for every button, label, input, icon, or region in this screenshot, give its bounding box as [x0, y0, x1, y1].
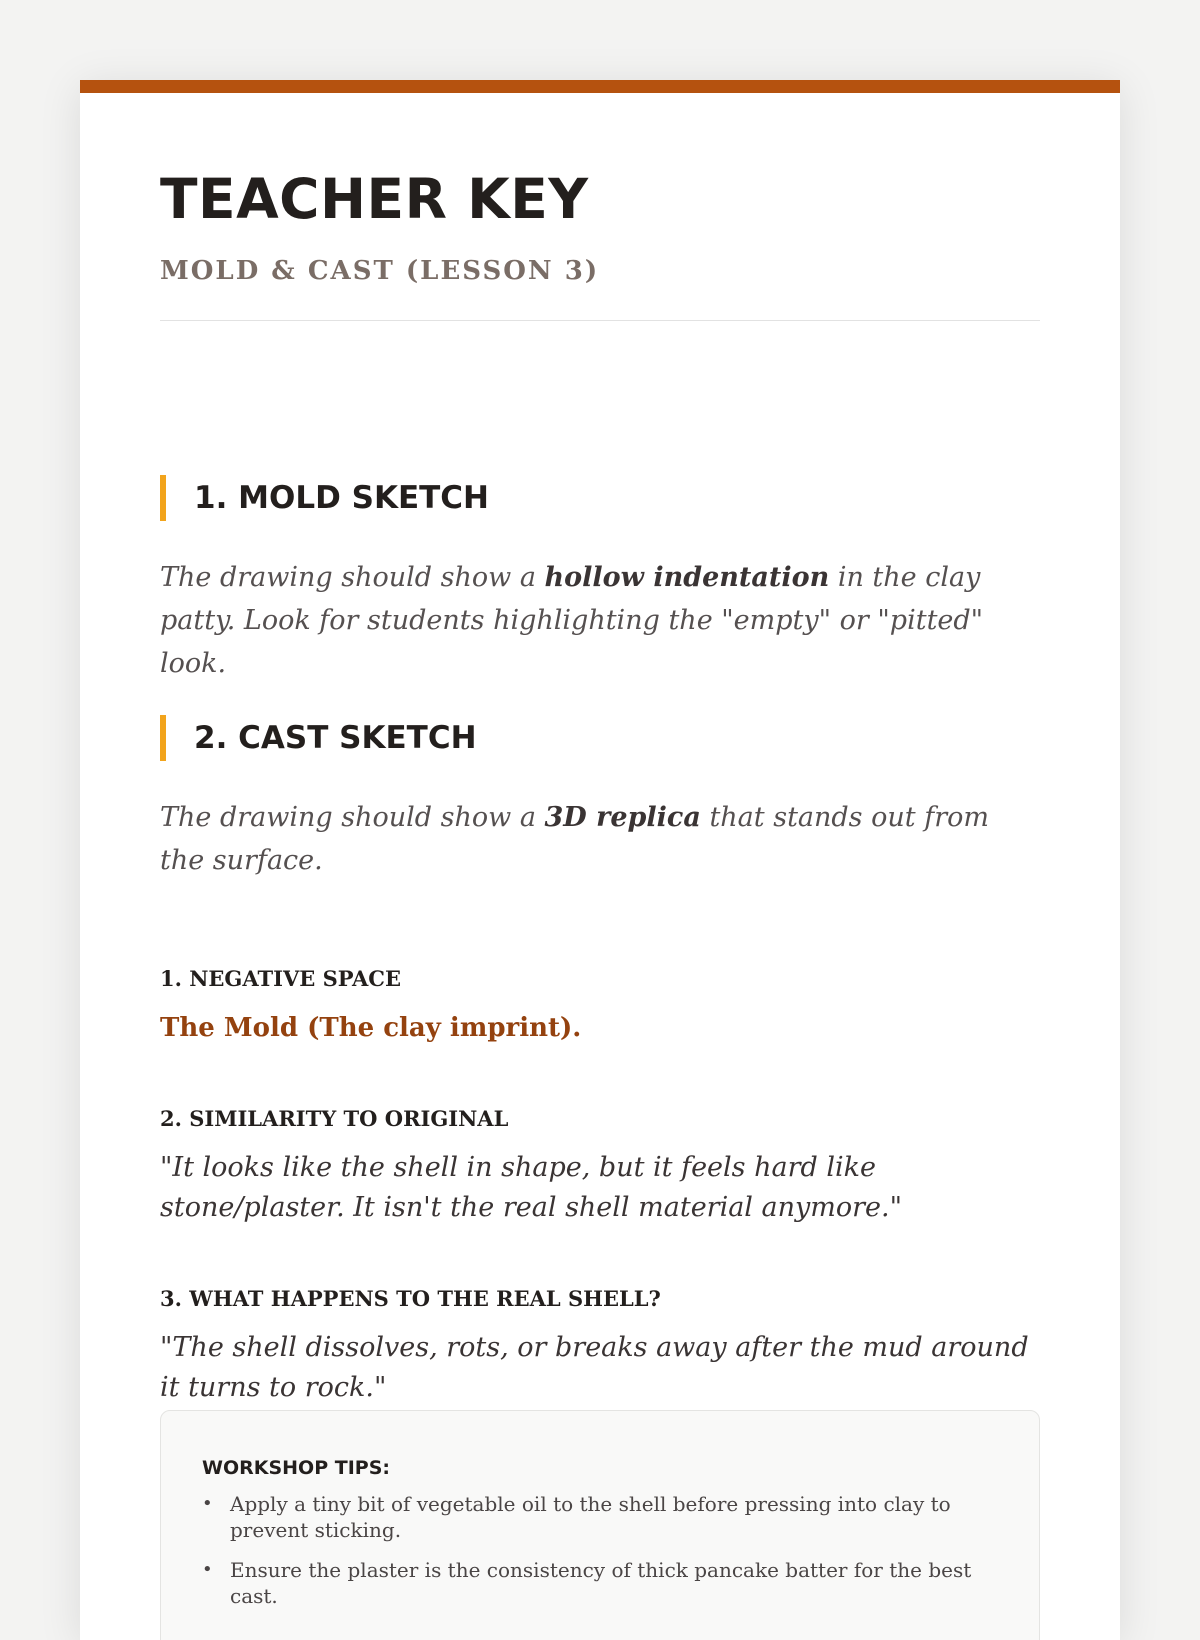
- header-divider: [160, 320, 1040, 321]
- section-text-emphasis: hollow indentation: [544, 562, 830, 593]
- workshop-tips-box: [160, 1410, 1040, 1640]
- answer-negative-space: The Mold (The clay imprint).: [160, 1013, 582, 1043]
- tip-text: Ensure the plaster is the consistency of thick pancake batter for the best cast.: [230, 1558, 972, 1608]
- section-heading-cast-sketch: 2. CAST SKETCH: [160, 715, 477, 761]
- section-text-mold-sketch: [160, 556, 1040, 685]
- section-text-part: in the clay patty. Look for students highlighting the "empty" or "pitted" look.: [160, 562, 984, 679]
- list-item: [202, 1491, 982, 1543]
- section-text-emphasis: 3D replica: [544, 802, 701, 833]
- tip-text: Apply a tiny bit of vegetable oil to the shell before pressing into clay to prevent sticking.: [230, 1492, 951, 1542]
- question-label-real-shell: 3. WHAT HAPPENS TO THE REAL SHELL?: [160, 1286, 661, 1311]
- page-title: TEACHER KEY: [160, 167, 589, 231]
- section-text-part: The drawing should show a: [160, 802, 545, 833]
- answer-key-card: [80, 80, 1120, 1640]
- answer-similarity: "It looks like the shell in shape, but it feels hard like stone/plaster. It isn't the real shell material anymore.": [160, 1152, 903, 1223]
- workshop-tips-list: [202, 1491, 982, 1623]
- section-text-part: that stands out from the surface.: [160, 802, 989, 876]
- accent-top-bar: [80, 80, 1120, 93]
- section-text-part: The drawing should show a: [160, 562, 545, 593]
- bullet-icon: •: [202, 1493, 213, 1514]
- page-subtitle: MOLD & CAST (LESSON 3): [160, 256, 600, 286]
- section-text-cast-sketch: [160, 796, 1040, 882]
- workshop-tips-title: WORKSHOP TIPS:: [202, 1457, 390, 1479]
- question-label-similarity: 2. SIMILARITY TO ORIGINAL: [160, 1106, 509, 1131]
- section-heading-mold-sketch: 1. MOLD SKETCH: [160, 475, 489, 521]
- bullet-icon: •: [202, 1559, 213, 1580]
- answer-real-shell: "The shell dissolves, rots, or breaks away after the mud around it turns to rock.": [160, 1332, 1029, 1403]
- question-label-negative-space: 1. NEGATIVE SPACE: [160, 966, 402, 991]
- list-item: [202, 1557, 982, 1609]
